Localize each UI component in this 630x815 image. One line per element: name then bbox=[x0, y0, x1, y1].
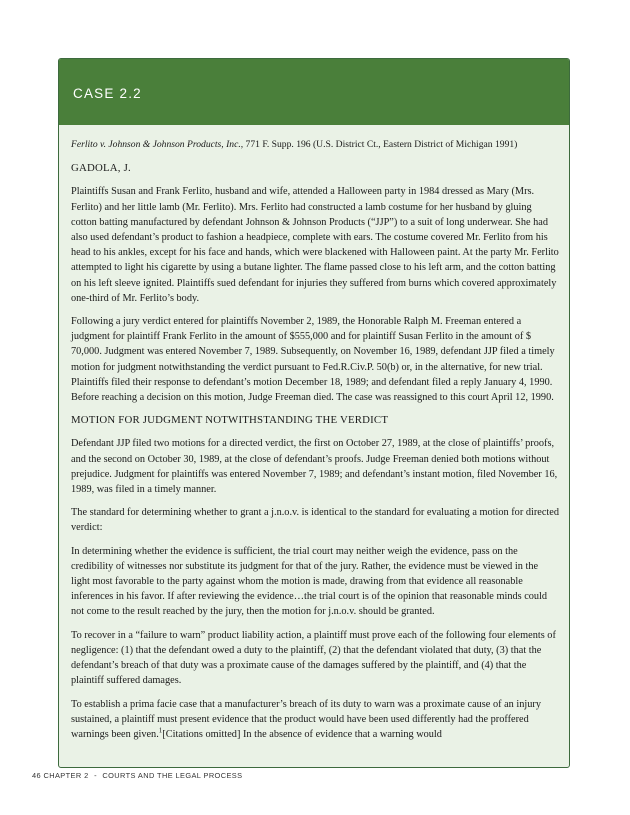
case-citation bbox=[71, 137, 559, 152]
paragraph-directed-verdict: Defendant JJP filed two motions for a directed verdict, the first on October 27, 1989, at the close of plaintiffs’ proofs, and the second on October 30, 1989, at the close of defendant’s proofs. Judge Freeman denied both motions without prejudice. Judgment for plaintiffs was entered November 7, 1989; and defendant’s instant motion, filed November 16, 1989, was filed in a timely manner. bbox=[71, 438, 558, 496]
footnote-marker[interactable]: 1 bbox=[158, 726, 163, 735]
chapter-number: CHAPTER 2 bbox=[43, 771, 89, 780]
prima-facie-text: To establish a prima facie case that a manufacturer’s breach of its duty to warn was a proximate cause of an injury sustained, a plaintiff must present evidence that the product would have been used differently had the proffered warnings been given. bbox=[71, 698, 541, 740]
paragraph-procedural-history: Following a jury verdict entered for plaintiffs November 2, 1989, the Honorable Ralph M. Freeman entered a judgment for plaintiff Frank Ferlito in the amount of $555,000 and for plaintiff Susan Ferlito in the amount of $ 70,000. Judgment was entered November 7, 1989. Subsequently, on November 16, 1989, defendant JJP filed a timely motion for judgment notwithstanding the verdict pursuant to Fed.R.Civ.P. 50(b) or, in the alternative, for new trial. Plaintiffs filed their response to defendant’s motion December 18, 1989; and defendant filed a reply January 4, 1990. Before reaching a decision on this motion, Judge Freeman died. The case was reassigned to this court April 12, 1990. bbox=[71, 316, 555, 404]
page-number: 46 bbox=[32, 771, 42, 780]
prima-facie-continuation: [Citations omitted] In the absence of evidence that a warning would bbox=[162, 728, 442, 740]
judge-name: GADOLA, J. bbox=[71, 162, 131, 175]
citation-reporter: 771 F. Supp. 196 (U.S. District Ct., Eastern District of Michigan 1991) bbox=[243, 139, 518, 150]
case-body bbox=[59, 125, 569, 742]
case-box bbox=[58, 58, 570, 768]
case-header bbox=[59, 59, 569, 125]
paragraph-prima-facie bbox=[71, 697, 559, 743]
paragraph-facts: Plaintiffs Susan and Frank Ferlito, husband and wife, attended a Halloween party in 1984 dressed as Mary (Mrs. Ferlito) and her little lamb (Mr. Ferlito). Mrs. Ferlito had constructed a lamb costume for her husband by gluing cotton batting manufactured by defendant Johnson & Johnson Products (“JJP”) to a suit of long underwear. She had also used defendant’s product to fashion a headpiece, complete with ears. The costume covered Mr. Ferlito from his head to his ankles, except for his face and hands, which were blackened with Halloween paint. At the party Mr. Ferlito attempted to light his cigarette by using a butane lighter. The flame passed close to his left arm, and the cotton batting on his left sleeve ignited. Plaintiffs sued defendant for injuries they suffered from burns which covered approximately one-third of Mr. Ferlito’s body. bbox=[71, 186, 559, 304]
case-title: CASE 2.2 bbox=[73, 85, 142, 101]
paragraph-jnov-standard: The standard for determining whether to grant a j.n.o.v. is identical to the standard for evaluating a motion for directed verdict: bbox=[71, 507, 559, 534]
chapter-title: COURTS AND THE LEGAL PROCESS bbox=[102, 771, 243, 780]
paragraph-evidence-sufficiency: In determining whether the evidence is sufficient, the trial court may neither weigh the evidence, pass on the credibility of witnesses nor substitute its judgment for that of the jury. Rather, the evidence must be viewed in the light most favorable to the party against whom the motion is made, drawing from that evidence all reasonable inferences in his favor. If after reviewing the evidence…the trial court is of the opinion that reasonable minds could not come to the result reached by the jury, then the motion for j.n.o.v. should be granted. bbox=[71, 545, 548, 618]
citation-case-name: Ferlito v. Johnson & Johnson Products, Inc., bbox=[71, 139, 244, 150]
footer-separator: - bbox=[94, 771, 97, 780]
page-footer bbox=[32, 771, 242, 780]
section-heading: MOTION FOR JUDGMENT NOTWITHSTANDING THE VERDICT bbox=[71, 414, 389, 427]
paragraph-failure-to-warn: To recover in a “failure to warn” product liability action, a plaintiff must prove each of the following four elements of negligence: (1) that the defendant owed a duty to the plaintiff, (2) that the defendant violated that duty, (3) that the defendant’s breach of that duty was a proximate cause of the damages suffered by the plaintiff, and (4) that the plaintiff suffered damages. bbox=[71, 629, 556, 687]
